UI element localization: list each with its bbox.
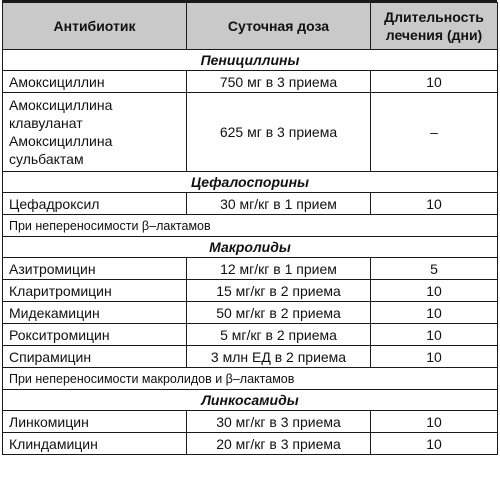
drug-dose: 15 мг/кг в 2 приема xyxy=(187,280,371,302)
drug-days: 10 xyxy=(371,433,498,455)
drug-days: 10 xyxy=(371,346,498,368)
table-row-azithromycin xyxy=(3,258,498,280)
drug-dose: 30 мг/кг в 1 прием xyxy=(187,193,371,215)
group-label: Цефалоспорины xyxy=(3,172,498,193)
table-row-clindamycin xyxy=(3,433,498,455)
drug-days: 10 xyxy=(371,302,498,324)
drug-days: 10 xyxy=(371,324,498,346)
group-row-lincosamides xyxy=(3,390,498,411)
table-row-lincomycin xyxy=(3,411,498,433)
note-row-macrolide-beta-lactam xyxy=(3,368,498,390)
drug-days: – xyxy=(371,93,498,172)
antibiotic-dosage-table xyxy=(2,2,498,455)
drug-days: 5 xyxy=(371,258,498,280)
table-row-amoxiclav xyxy=(3,93,498,172)
drug-days: 10 xyxy=(371,193,498,215)
table-row-amoxicillin xyxy=(3,71,498,93)
drug-name: Рокситромицин xyxy=(3,324,187,346)
drug-days: 10 xyxy=(371,280,498,302)
drug-dose: 50 мг/кг в 2 приема xyxy=(187,302,371,324)
drug-name: Линкомицин xyxy=(3,411,187,433)
group-label: Макролиды xyxy=(3,237,498,258)
drug-dose: 3 млн ЕД в 2 приема xyxy=(187,346,371,368)
drug-dose: 5 мг/кг в 2 приема xyxy=(187,324,371,346)
table-row-clarithromycin xyxy=(3,280,498,302)
drug-dose: 30 мг/кг в 3 приема xyxy=(187,411,371,433)
header-row xyxy=(3,3,498,50)
drug-name: Амоксициллин xyxy=(3,71,187,93)
drug-name: Азитромицин xyxy=(3,258,187,280)
group-row-macrolides xyxy=(3,237,498,258)
group-label: Пенициллины xyxy=(3,50,498,71)
table-row-spiramycin xyxy=(3,346,498,368)
drug-name: Кларитромицин xyxy=(3,280,187,302)
drug-name: Цефадроксил xyxy=(3,193,187,215)
table-row-midecamycin xyxy=(3,302,498,324)
group-row-penicillins xyxy=(3,50,498,71)
note-row-beta-lactam xyxy=(3,215,498,237)
header-antibiotic: Антибиотик xyxy=(3,3,187,50)
drug-dose: 20 мг/кг в 3 приема xyxy=(187,433,371,455)
drug-days: 10 xyxy=(371,411,498,433)
table-row-cefadroxil xyxy=(3,193,498,215)
drug-dose: 750 мг в 3 приема xyxy=(187,71,371,93)
drug-dose: 625 мг в 3 приема xyxy=(187,93,371,172)
drug-dose: 12 мг/кг в 1 прием xyxy=(187,258,371,280)
table-row-roxithromycin xyxy=(3,324,498,346)
header-duration: Длительность лечения (дни) xyxy=(371,3,498,50)
note-text: При непереносимости β–лактамов xyxy=(3,215,498,237)
drug-name: Клиндамицин xyxy=(3,433,187,455)
note-text: При непереносимости макролидов и β–лактамов xyxy=(3,368,498,390)
drug-days: 10 xyxy=(371,71,498,93)
drug-name: Спирамицин xyxy=(3,346,187,368)
header-daily-dose: Суточная доза xyxy=(187,3,371,50)
drug-name: Мидекамицин xyxy=(3,302,187,324)
drug-name: Амоксициллина клавуланат Амоксициллина сульбактам xyxy=(3,93,187,172)
group-row-cephalosporins xyxy=(3,172,498,193)
group-label: Линкосамиды xyxy=(3,390,498,411)
